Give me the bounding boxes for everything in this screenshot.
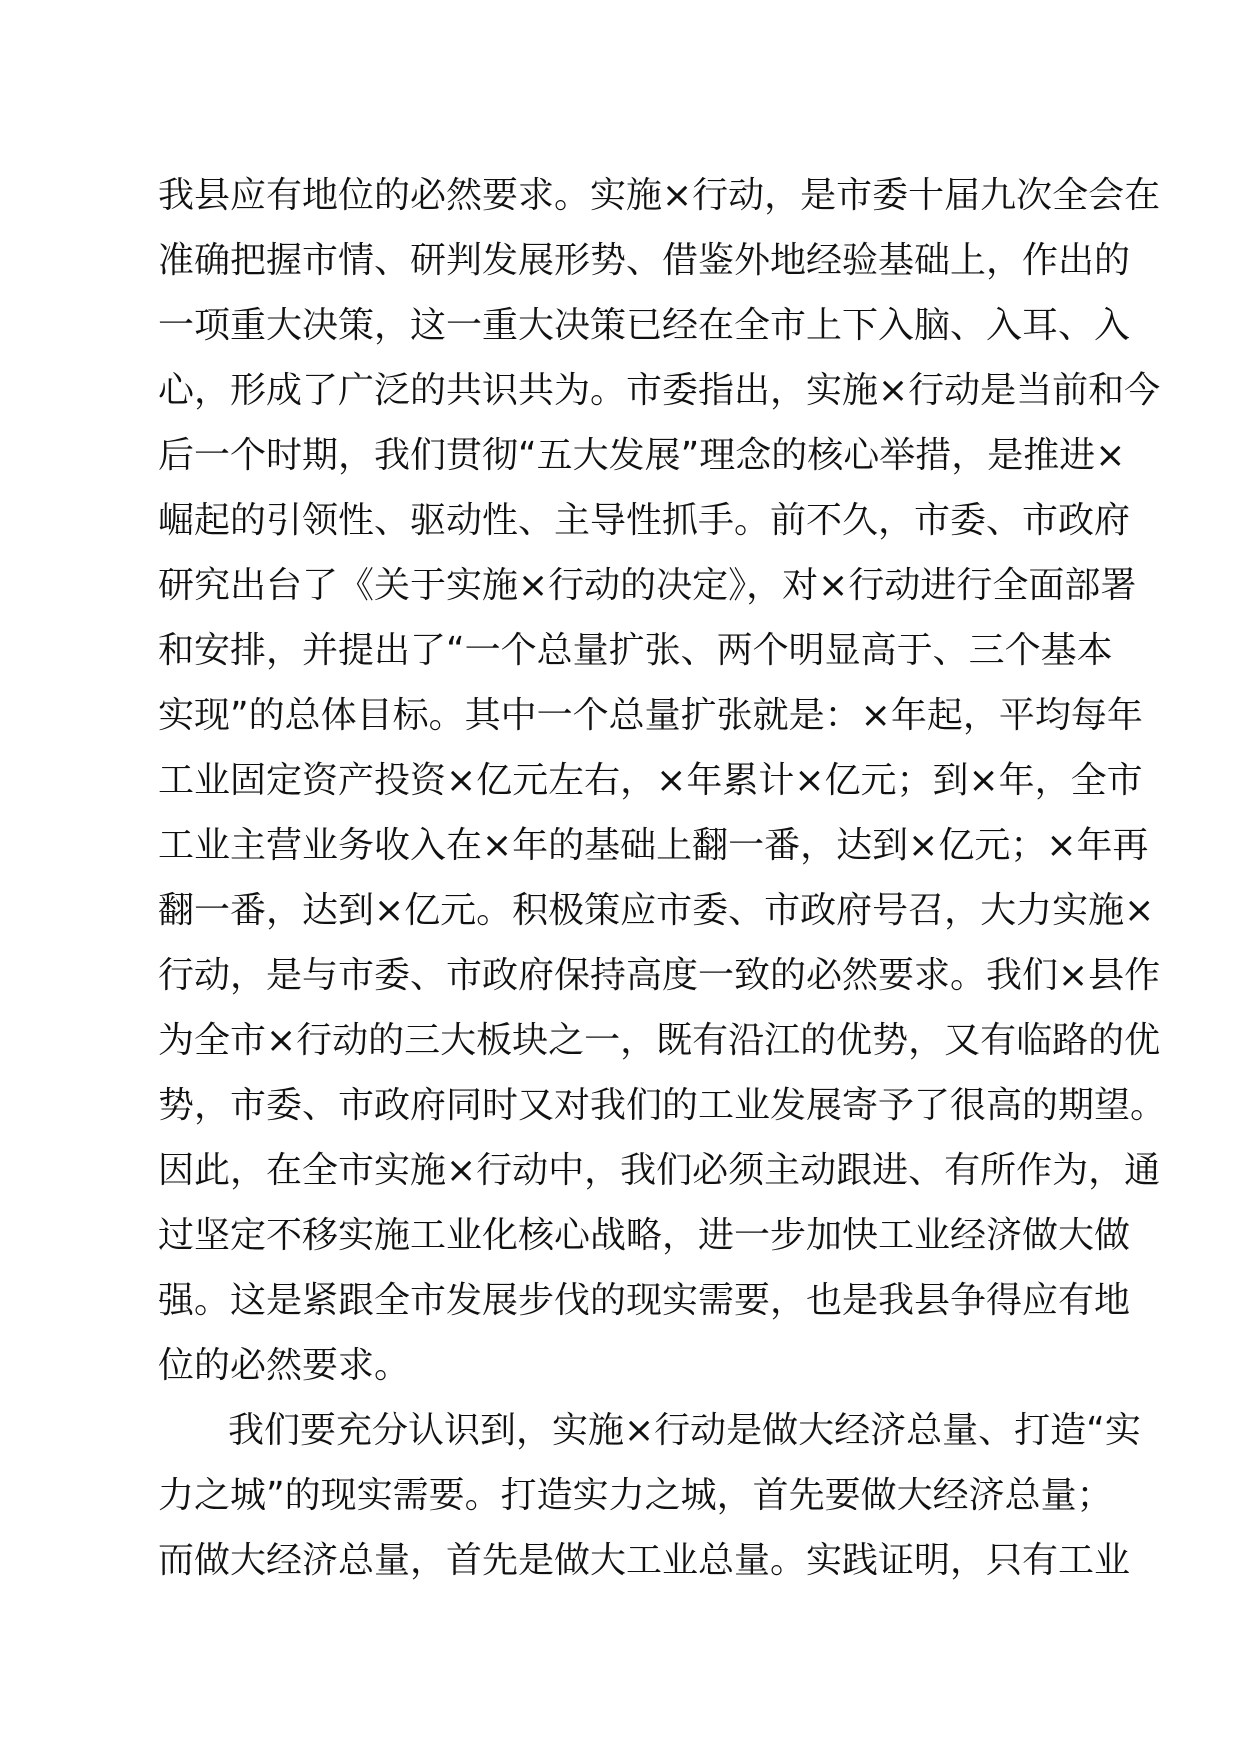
- text-line: 后一个时期，我们贯彻“五大发展”理念的核心举措，是推进×: [158, 435, 1126, 476]
- text-line: 工业固定资产投资×亿元左右，×年累计×亿元；到×年，全市: [158, 760, 1143, 801]
- text-line: 因此，在全市实施×行动中，我们必须主动跟进、有所作为，通: [158, 1150, 1161, 1191]
- text-line: 我县应有地位的必然要求。实施×行动，是市委十届九次全会在: [158, 175, 1161, 216]
- text-line: 势，市委、市政府同时又对我们的工业发展寄予了很高的期望。: [158, 1085, 1167, 1126]
- text-line: 翻一番，达到×亿元。积极策应市委、市政府号召，大力实施×: [158, 890, 1155, 931]
- text-line: 和安排，并提出了“一个总量扩张、两个明显高于、三个基本: [158, 630, 1113, 671]
- text-line: 为全市×行动的三大板块之一，既有沿江的优势，又有临路的优: [158, 1020, 1161, 1061]
- text-line: 强。这是紧跟全市发展步伐的现实需要，也是我县争得应有地: [158, 1280, 1131, 1321]
- text-line: 行动，是与市委、市政府保持高度一致的必然要求。我们×县作: [158, 955, 1161, 996]
- text-line: 位的必然要求。: [158, 1345, 411, 1386]
- text-line: 准确把握市情、研判发展形势、借鉴外地经验基础上，作出的: [158, 240, 1131, 281]
- text-line: 而做大经济总量，首先是做大工业总量。实践证明，只有工业: [158, 1540, 1131, 1581]
- text-line: 崛起的引领性、驱动性、主导性抓手。前不久，市委、市政府: [158, 500, 1131, 541]
- text-line: 研究出台了《关于实施×行动的决定》，对×行动进行全面部署: [158, 565, 1137, 606]
- paragraph-start-line: 我们要充分认识到，实施×行动是做大经济总量、打造“实: [228, 1410, 1141, 1451]
- body-text: [158, 163, 1167, 1593]
- text-line: 一项重大决策，这一重大决策已经在全市上下入脑、入耳、入: [158, 305, 1131, 346]
- text-line: 实现”的总体目标。其中一个总量扩张就是：×年起，平均每年: [158, 695, 1143, 736]
- text-line: 工业主营业务收入在×年的基础上翻一番，达到×亿元；×年再: [158, 825, 1149, 866]
- text-line: 过坚定不移实施工业化核心战略，进一步加快工业经济做大做: [158, 1215, 1131, 1256]
- text-line: 力之城”的现实需要。打造实力之城，首先要做大经济总量；: [158, 1475, 1113, 1516]
- text-line: 心，形成了广泛的共识共为。市委指出，实施×行动是当前和今: [158, 370, 1161, 411]
